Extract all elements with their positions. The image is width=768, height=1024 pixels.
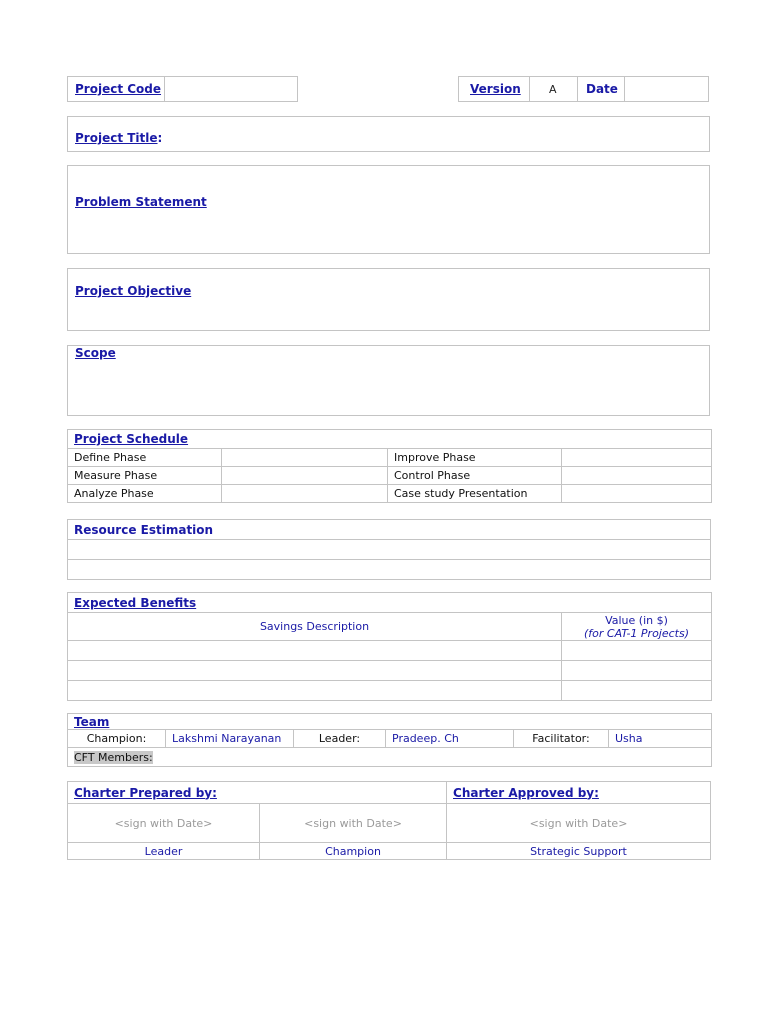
value-header xyxy=(562,613,712,641)
benefit-row xyxy=(68,641,712,661)
schedule-phase-label: Measure Phase xyxy=(68,467,222,485)
leader-label: Leader: xyxy=(294,730,386,748)
problem-statement-label[interactable]: Problem Statement xyxy=(75,195,207,209)
signature-field[interactable]: <sign with Date> xyxy=(260,804,447,843)
schedule-phase-date[interactable] xyxy=(222,467,388,485)
leader-value[interactable]: Pradeep. Ch xyxy=(386,730,514,748)
schedule-phase-date[interactable] xyxy=(562,485,712,503)
problem-statement-box xyxy=(67,165,710,254)
scope-label[interactable]: Scope xyxy=(75,346,116,360)
resource-cell[interactable] xyxy=(68,540,711,560)
schedule-phase-label: Control Phase xyxy=(388,467,562,485)
project-code-label[interactable]: Project Code xyxy=(75,82,162,96)
benefit-description-cell[interactable] xyxy=(68,681,562,701)
version-value: A xyxy=(549,83,557,96)
team-table xyxy=(67,713,712,767)
savings-description-header: Savings Description xyxy=(68,613,562,641)
champion-label: Champion: xyxy=(68,730,166,748)
cft-members-label: CFT Members: xyxy=(74,750,153,764)
schedule-row xyxy=(68,449,712,467)
resource-row xyxy=(68,540,711,560)
facilitator-value[interactable]: Usha xyxy=(609,730,712,748)
project-title-label[interactable]: Project Title xyxy=(75,131,158,145)
version-label[interactable]: Version xyxy=(470,82,521,96)
project-schedule-title[interactable]: Project Schedule xyxy=(74,432,189,446)
charter-prepared-label[interactable]: Charter Prepared by: xyxy=(74,785,217,800)
project-code-box xyxy=(67,76,298,102)
value-header-line2: (for CAT-1 Projects) xyxy=(583,626,690,640)
benefit-value-cell[interactable] xyxy=(562,661,712,681)
resource-estimation-title: Resource Estimation xyxy=(74,522,214,537)
benefit-value-cell[interactable] xyxy=(562,641,712,661)
signature-field[interactable]: <sign with Date> xyxy=(447,804,711,843)
benefit-value-cell[interactable] xyxy=(562,681,712,701)
schedule-phase-label: Define Phase xyxy=(68,449,222,467)
project-objective-box xyxy=(67,268,710,331)
schedule-phase-label: Improve Phase xyxy=(388,449,562,467)
benefit-row xyxy=(68,681,712,701)
benefit-row xyxy=(68,661,712,681)
resource-cell[interactable] xyxy=(68,560,711,580)
date-label: Date xyxy=(586,82,618,96)
schedule-phase-date[interactable] xyxy=(222,485,388,503)
project-title-box xyxy=(67,116,710,152)
expected-benefits-table xyxy=(67,592,712,701)
resource-row xyxy=(68,560,711,580)
benefit-description-cell[interactable] xyxy=(68,661,562,681)
project-objective-label[interactable]: Project Objective xyxy=(75,284,192,298)
schedule-row xyxy=(68,467,712,485)
scope-box xyxy=(67,345,710,416)
charter-approved-label[interactable]: Charter Approved by: xyxy=(453,785,599,800)
schedule-phase-date[interactable] xyxy=(222,449,388,467)
expected-benefits-title[interactable]: Expected Benefits xyxy=(74,595,197,610)
champion-value[interactable]: Lakshmi Narayanan xyxy=(166,730,294,748)
project-title-label-wrap xyxy=(75,127,162,146)
team-row xyxy=(68,730,712,748)
schedule-phase-label: Case study Presentation xyxy=(388,485,562,503)
schedule-row xyxy=(68,485,712,503)
schedule-phase-label: Analyze Phase xyxy=(68,485,222,503)
benefit-description-cell[interactable] xyxy=(68,641,562,661)
project-title-colon: : xyxy=(157,131,163,145)
schedule-phase-date[interactable] xyxy=(562,467,712,485)
project-schedule-table xyxy=(67,429,712,503)
cft-row xyxy=(68,748,712,767)
version-date-box xyxy=(458,76,709,102)
role-label: Champion xyxy=(260,843,447,860)
value-header-line1: Value (in $) xyxy=(605,613,668,627)
resource-estimation-table xyxy=(67,519,711,580)
team-title[interactable]: Team xyxy=(74,714,110,729)
signature-row xyxy=(68,804,711,843)
schedule-phase-date[interactable] xyxy=(562,449,712,467)
facilitator-label: Facilitator: xyxy=(514,730,609,748)
signature-field[interactable]: <sign with Date> xyxy=(68,804,260,843)
role-row xyxy=(68,843,711,860)
role-label: Leader xyxy=(68,843,260,860)
charter-table xyxy=(67,781,711,860)
role-label: Strategic Support xyxy=(447,843,711,860)
